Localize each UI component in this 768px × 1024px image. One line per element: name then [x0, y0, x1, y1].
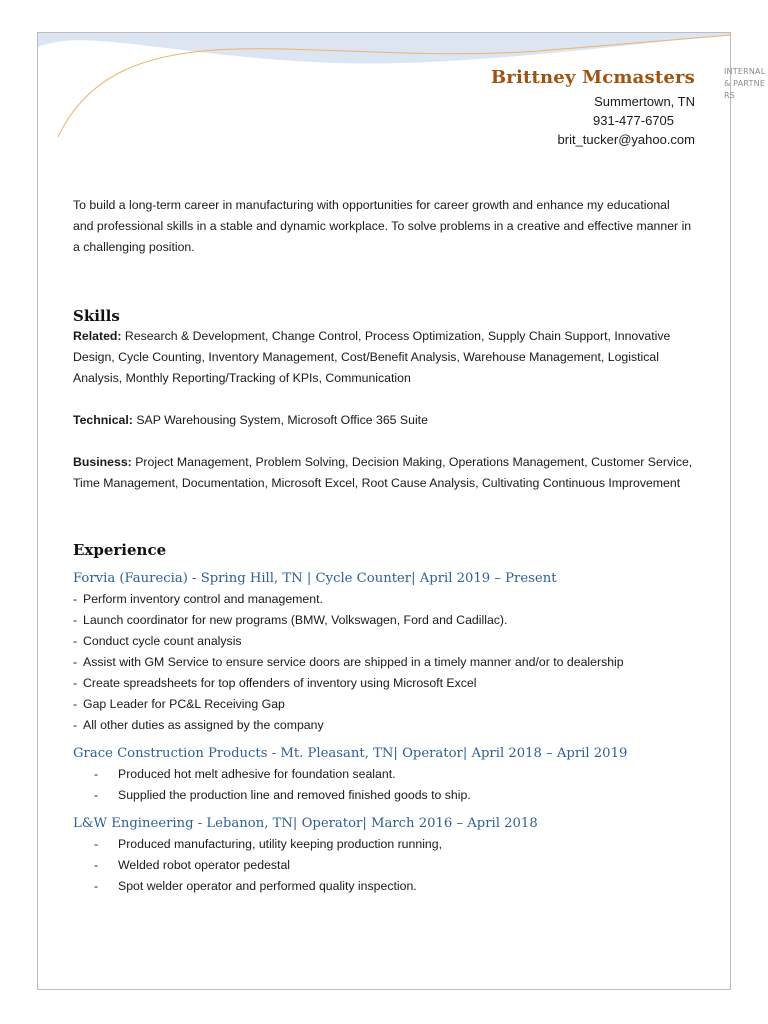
skills-heading: Skills	[73, 307, 120, 325]
skills-related	[73, 326, 693, 389]
list-item	[73, 610, 693, 631]
job-duties-grace	[73, 764, 693, 806]
list-item	[73, 589, 693, 610]
job-duties-lw-engineering	[73, 834, 693, 897]
bullet-marker: -	[73, 655, 78, 669]
skills-technical-text: SAP Warehousing System, Microsoft Office 365 Suite	[132, 413, 428, 427]
duty-text: Welded robot operator pedestal	[118, 858, 291, 872]
contact-block	[491, 67, 695, 149]
duty-text: Produced manufacturing, utility keeping production running,	[118, 837, 443, 851]
duty-text: Gap Leader for PC&L Receiving Gap	[83, 697, 285, 711]
job-duties-forvia	[73, 589, 693, 736]
list-item	[73, 631, 693, 652]
list-item	[73, 673, 693, 694]
job-title-forvia: Forvia (Faurecia) - Spring Hill, TN | Cycle Counter| April 2019 – Present	[73, 571, 557, 586]
bullet-marker: -	[73, 718, 78, 732]
resume-body	[73, 195, 693, 897]
bullet-marker: -	[73, 697, 78, 711]
list-item	[73, 785, 693, 806]
skills-related-label: Related:	[73, 329, 122, 343]
skills-business	[73, 452, 693, 494]
list-item	[73, 855, 693, 876]
list-item	[73, 694, 693, 715]
list-item	[73, 876, 693, 897]
duty-text: All other duties as assigned by the company	[83, 718, 324, 732]
bullet-marker: -	[94, 837, 99, 851]
side-watermark-text: INTERNAL & PARTNERS	[724, 67, 766, 100]
bullet-marker: -	[94, 879, 99, 893]
bullet-marker: -	[73, 613, 78, 627]
bullet-marker: -	[94, 788, 99, 802]
resume-page	[37, 32, 731, 990]
duty-text: Launch coordinator for new programs (BMW, Volkswagen, Ford and Cadillac).	[83, 613, 508, 627]
job-title-lw-engineering: L&W Engineering - Lebanon, TN| Operator| March 2016 – April 2018	[73, 816, 538, 831]
job-title-grace: Grace Construction Products - Mt. Pleasant, TN| Operator| April 2018 – April 2019	[73, 746, 628, 761]
duty-text: Create spreadsheets for top offenders of inventory using Microsoft Excel	[83, 676, 477, 690]
duty-text: Perform inventory control and management.	[83, 592, 323, 606]
experience-heading: Experience	[73, 541, 167, 559]
candidate-phone: 931-477-6705	[593, 113, 674, 128]
list-item	[73, 834, 693, 855]
duty-text: Supplied the production line and removed finished goods to ship.	[118, 788, 471, 802]
candidate-name: Brittney Mcmasters	[490, 67, 695, 88]
bullet-marker: -	[73, 676, 78, 690]
bullet-marker: -	[73, 634, 78, 648]
duty-text: Spot welder operator and performed quality inspection.	[118, 879, 417, 893]
bullet-marker: -	[94, 767, 99, 781]
list-item	[73, 715, 693, 736]
skills-related-text: Research & Development, Change Control, Process Optimization, Supply Chain Support, Innovative Design, Cycle Counting, Inventory Management, Cost/Benefit Analysis, Warehouse Management, Logistical Analysis, Monthly Reporting/Tracking of KPIs, Communication	[73, 329, 671, 385]
bullet-marker: -	[73, 592, 78, 606]
objective-statement: To build a long-term career in manufacturing with opportunities for career growth and enhance my educational and professional skills in a stable and dynamic workplace. To solve problems in a creative and effective manner in a challenging position.	[73, 198, 692, 254]
candidate-email[interactable]: brit_tucker@yahoo.com	[557, 132, 695, 147]
candidate-city: Summertown, TN	[594, 94, 695, 109]
duty-text: Assist with GM Service to ensure service doors are shipped in a timely manner and/or to dealership	[83, 655, 624, 669]
skills-business-label: Business:	[73, 455, 132, 469]
skills-technical-label: Technical:	[73, 413, 133, 427]
skills-business-text: Project Management, Problem Solving, Decision Making, Operations Management, Customer Service, Time Management, Documentation, Microsoft Excel, Root Cause Analysis, Cultivating Continuous Improvement	[73, 455, 693, 490]
bullet-marker: -	[94, 858, 99, 872]
duty-text: Produced hot melt adhesive for foundation sealant.	[118, 767, 396, 781]
skills-technical	[73, 410, 693, 431]
duty-text: Conduct cycle count analysis	[83, 634, 242, 648]
list-item	[73, 652, 693, 673]
list-item	[73, 764, 693, 785]
